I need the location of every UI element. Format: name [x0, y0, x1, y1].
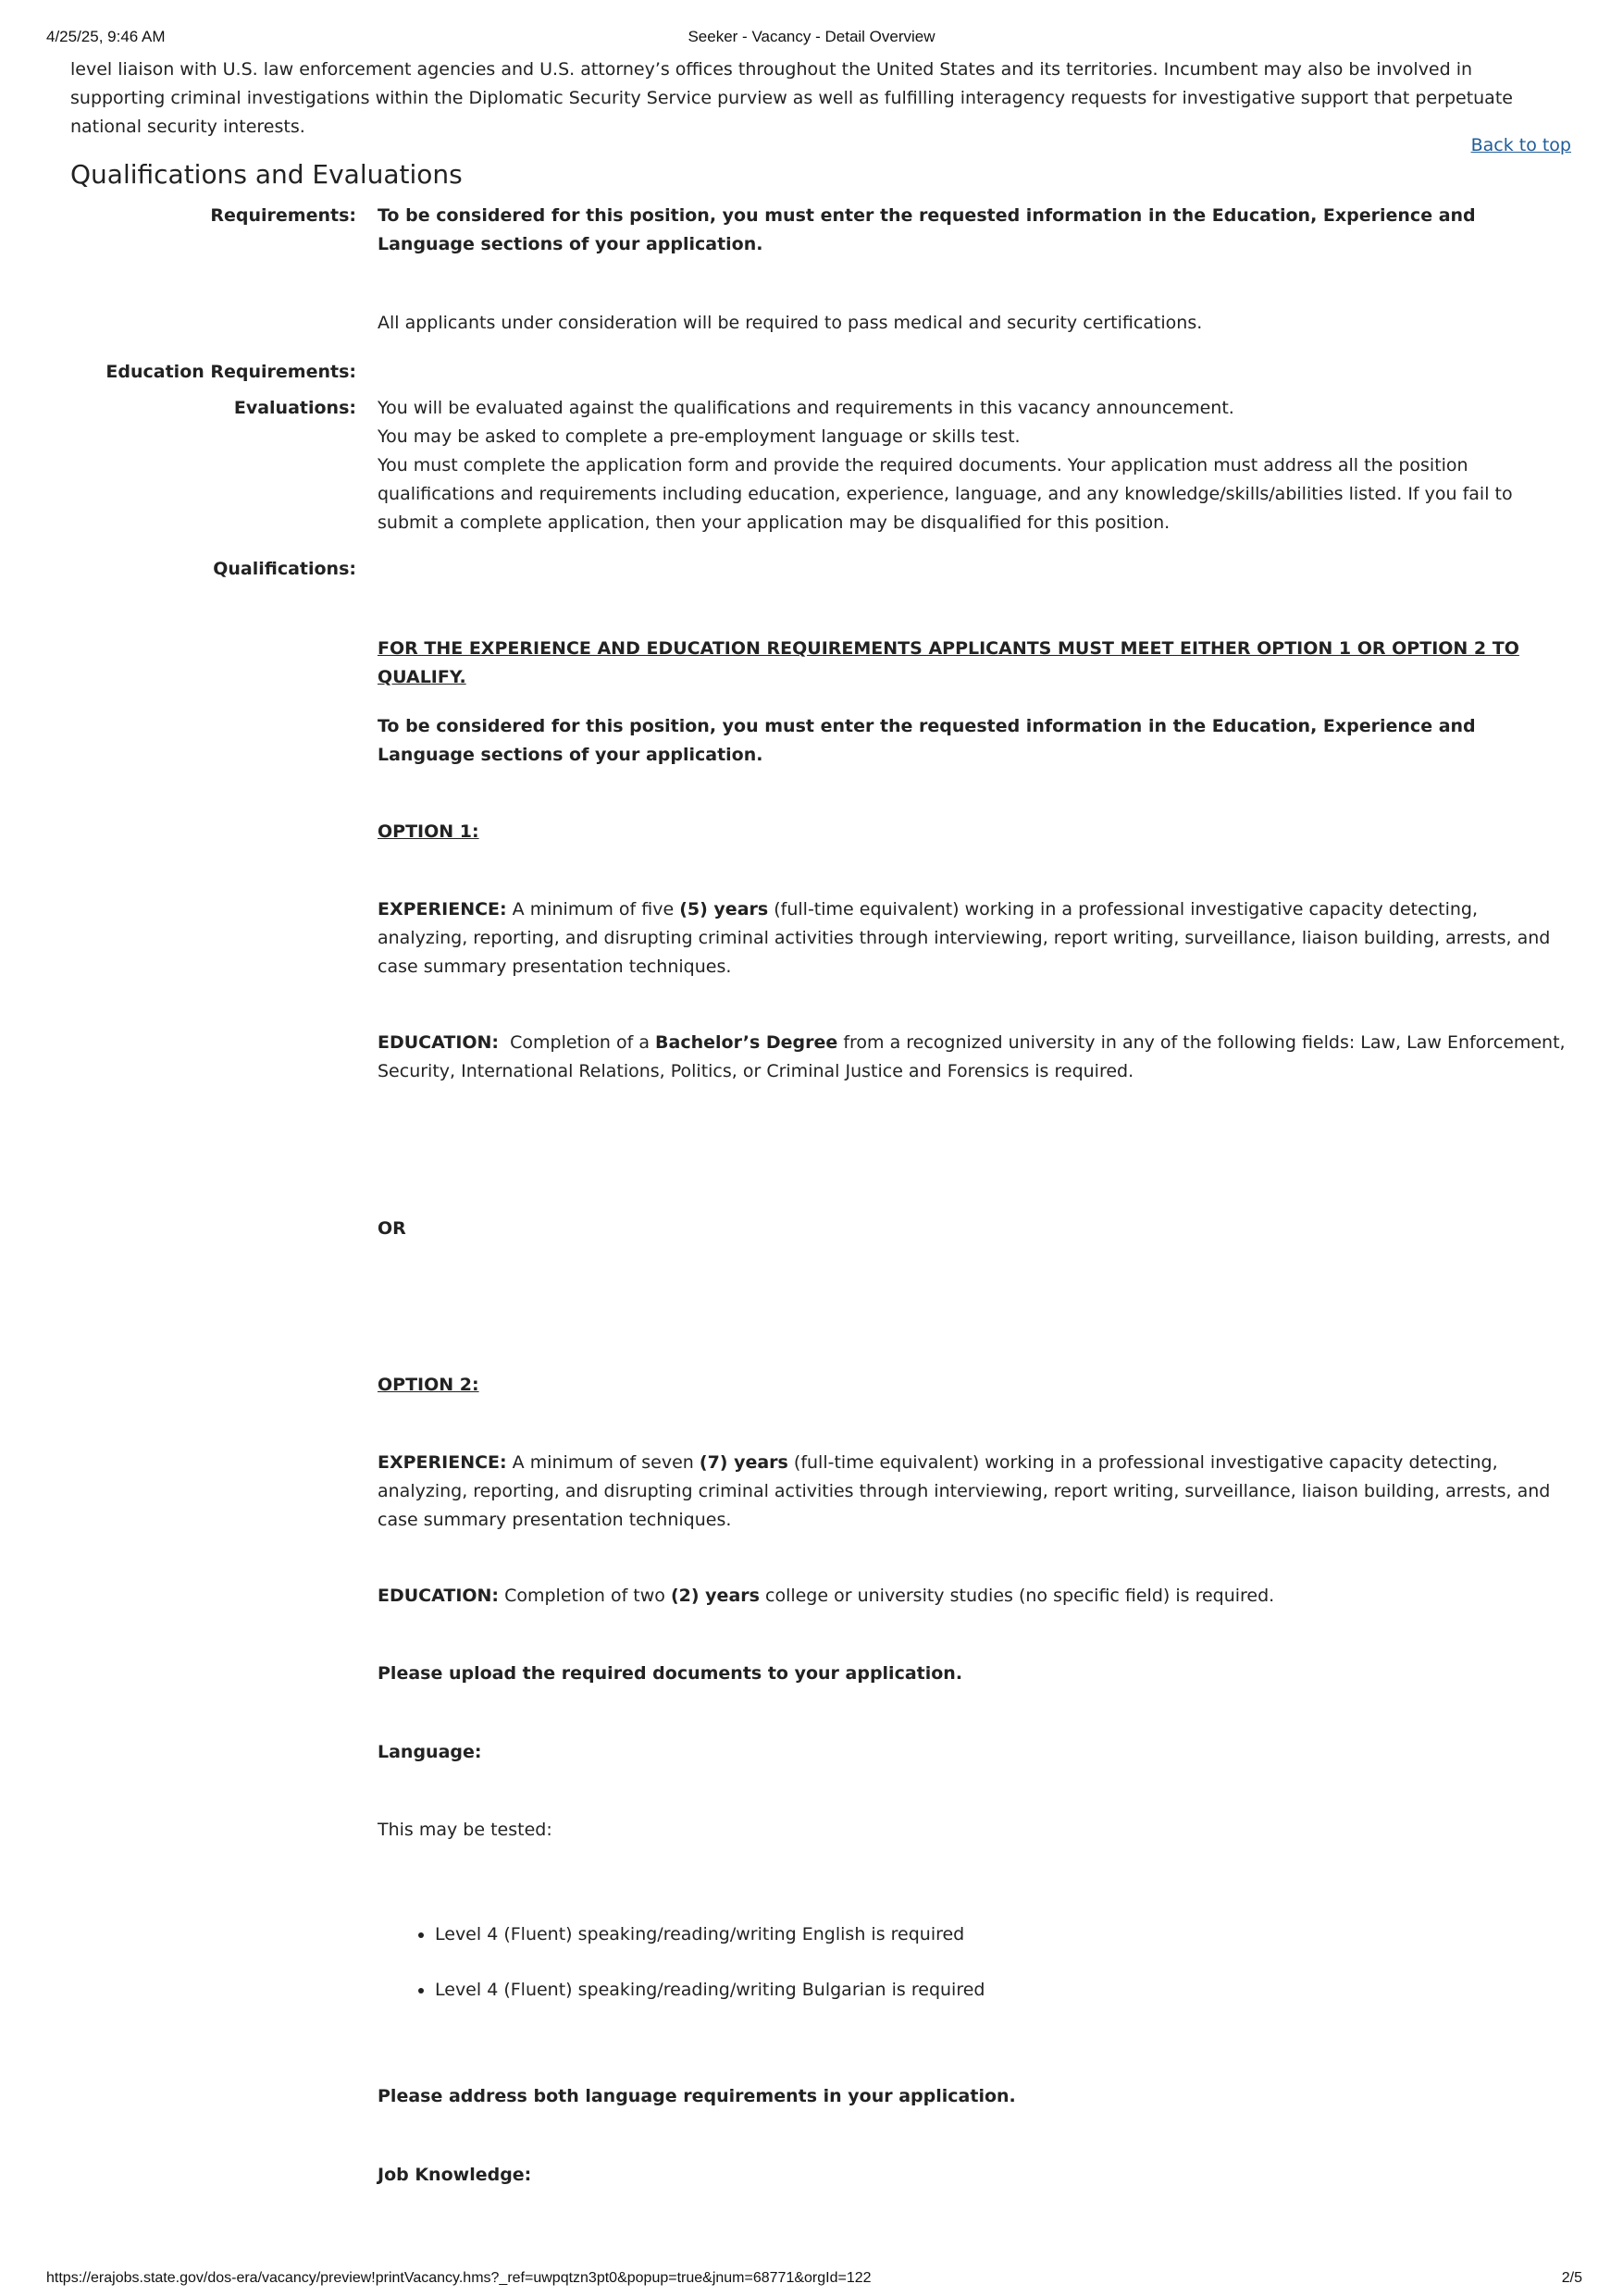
- back-to-top-link[interactable]: Back to top: [1470, 135, 1571, 155]
- option-2-experience-years: (7) years: [699, 1452, 788, 1473]
- option-2-title: OPTION 2:: [378, 1375, 479, 1395]
- option-1-education-post: from a recognized university in any of the following fields: Law, Law Enforcement, Security, International Relations, Politics, or Criminal Justice and Forensics is required.: [378, 1032, 1571, 1081]
- language-item-bulgarian: • Level 4 (Fluent) speaking/reading/writing Bulgarian is required: [435, 1976, 985, 2005]
- education-requirements-label: Education Requirements:: [105, 362, 356, 382]
- consider-text: To be considered for this position, you must enter the requested information in the Education, Experience and Language sections of your application.: [378, 716, 1476, 765]
- section-title: Qualifications and Evaluations: [70, 159, 463, 190]
- option-2-education-pre: Completion of two: [499, 1586, 671, 1606]
- print-page-title: Seeker - Vacancy - Detail Overview: [688, 28, 935, 45]
- option-1-experience: [378, 895, 1573, 981]
- option-1-experience-label: EXPERIENCE:: [378, 899, 507, 920]
- requirements-label: Requirements:: [210, 205, 356, 226]
- option-2-education-years: (2) years: [670, 1586, 760, 1606]
- option-header: FOR THE EXPERIENCE AND EDUCATION REQUIREMENTS APPLICANTS MUST MEET EITHER OPTION 1 OR OPTION 2 TO QUALIFY.: [378, 638, 1519, 687]
- language-item-english: • Level 4 (Fluent) speaking/reading/writing English is required: [435, 1920, 964, 1949]
- option-1-education-pre: Completion of a: [499, 1032, 656, 1053]
- option-1-experience-years: (5) years: [679, 899, 769, 920]
- option-1-education-degree: Bachelor’s Degree: [655, 1032, 838, 1053]
- option-2-experience: [378, 1449, 1573, 1535]
- option-2-education-label: EDUCATION:: [378, 1586, 500, 1606]
- print-datetime: 4/25/25, 9:46 AM: [46, 28, 166, 45]
- option-2-education: [378, 1582, 1573, 1611]
- option-2-experience-label: EXPERIENCE:: [378, 1452, 507, 1473]
- or-separator: OR: [378, 1218, 406, 1239]
- evaluations-label: Evaluations:: [233, 398, 356, 418]
- option-1-education: [378, 1029, 1573, 1086]
- option-1-title: OPTION 1:: [378, 821, 479, 842]
- print-url: https://erajobs.state.gov/dos-era/vacancy/preview!printVacancy.hms?_ref=uwpqtzn3pt0&popup=true&jnum=68771&orgId=122: [46, 2270, 872, 2286]
- option-2-experience-pre: A minimum of seven: [506, 1452, 700, 1473]
- requirements-bold-text: To be considered for this position, you must enter the requested information in the Education, Experience and Language sections of your application.: [378, 205, 1476, 254]
- evaluations-text: [378, 394, 1573, 537]
- option-2-education-post: college or university studies (no specific field) is required.: [759, 1586, 1275, 1606]
- evaluations-line-2: You may be asked to complete a pre-employment language or skills test.: [378, 426, 1021, 447]
- evaluations-line-1: You will be evaluated against the qualifications and requirements in this vacancy announcement.: [378, 398, 1234, 418]
- language-label: Language:: [378, 1742, 482, 1762]
- tested-text: This may be tested:: [378, 1820, 552, 1840]
- option-1-experience-pre: A minimum of five: [506, 899, 680, 920]
- evaluations-line-3: You must complete the application form and provide the required documents. Your application must address all the position qualifications and requirements including education, experience, language, and any knowledge/skills/abilities listed. If you fail to submit a complete application, then your application may be disqualified for this position.: [378, 455, 1513, 533]
- print-page-number: 2/5: [1561, 2270, 1582, 2286]
- duties-continuation-text: level liaison with U.S. law enforcement agencies and U.S. attorney’s offices throughout the United States and its territories. Incumbent may also be involved in supporting criminal investigations within the Diplomatic Security Service purview as well as fulfilling interagency requests for investigative support that perpetuate national security interests.: [70, 59, 1513, 137]
- qualifications-label: Qualifications:: [213, 559, 356, 579]
- certifications-text: All applicants under consideration will be required to pass medical and security certifications.: [378, 313, 1203, 333]
- address-languages-text: Please address both language requirements in your application.: [378, 2086, 1016, 2106]
- upload-documents-text: Please upload the required documents to your application.: [378, 1663, 963, 1684]
- job-knowledge-label: Job Knowledge:: [378, 2165, 532, 2185]
- option-1-experience-post: (full-time equivalent) working in a professional investigative capacity detecting, analyzing, reporting, and disrupting criminal activities through interviewing, report writing, surveillance, liaison building, arrests, and case summary presentation techniques.: [378, 899, 1551, 977]
- option-2-experience-post: (full-time equivalent) working in a professional investigative capacity detecting, analyzing, reporting, and disrupting criminal activities through interviewing, report writing, surveillance, liaison building, arrests, and case summary presentation techniques.: [378, 1452, 1551, 1530]
- option-1-education-label: EDUCATION:: [378, 1032, 500, 1053]
